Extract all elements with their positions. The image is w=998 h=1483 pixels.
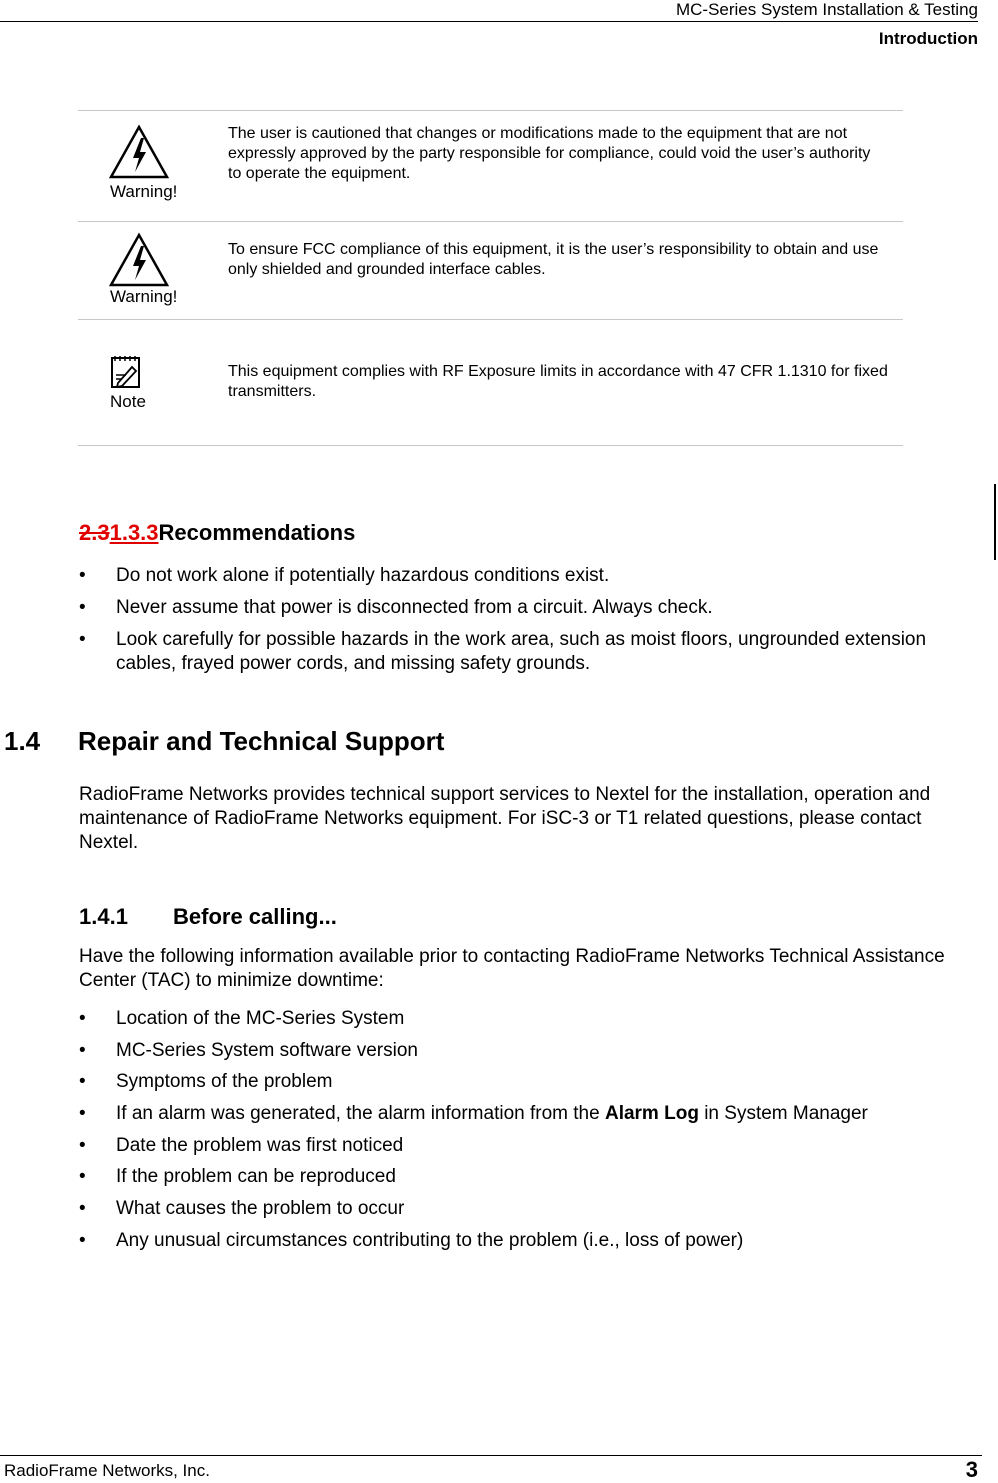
list-item: • Location of the MC-Series System [79,1007,979,1031]
notice-divider [78,110,903,111]
section-number: 1.4.1 [79,904,128,929]
section-number-inserted: 1.3.3 [109,520,159,545]
list-item: • Look carefully for possible hazards in the work area, such as moist floors, ungrounded extension cables, frayed power cords, and missing safety grounds. [79,628,939,676]
note-icon [110,355,142,389]
header-rule [0,21,978,22]
notice-label: Warning! [110,182,178,201]
list-item-text-tail: in System Manager [698,1103,868,1125]
list-item: • Symptoms of the problem [79,1070,979,1094]
repair-body: RadioFrame Networks provides technical support services to Nextel for the installation, operation and maintenance of RadioFrame Networks equipment. For iSC-3 or T1 related questions, please contact Nextel. [79,784,931,853]
before-calling-title: Before calling... [173,904,337,929]
before-calling-heading [79,904,337,930]
notice-text: To ensure FCC compliance of this equipment, it is the user’s responsibility to obtain and use only shielded and grounded interface cables. [228,241,879,278]
footer-rule [0,1455,982,1456]
repair-title: Repair and Technical Support [78,726,445,756]
alarm-log-emphasis: Alarm Log [604,1103,699,1125]
recommendations-list [79,564,939,676]
section-number: 1.4 [4,726,41,756]
list-item: • Do not work alone if potentially hazardous conditions exist. [79,564,939,588]
notice-text: The user is cautioned that changes or modifications made to the equipment that are not expressly approved by the party responsible for compliance, could void the user’s authority to operate the equipment. [228,125,871,182]
recommendations-title: Recommendations [158,520,356,545]
list-item: • Any unusual circumstances contributing to the problem (i.e., loss of power) [79,1229,979,1253]
list-item: • MC-Series System software version [79,1039,979,1063]
notice-divider [78,445,903,446]
notice-text: This equipment complies with RF Exposure limits in accordance with 47 CFR 1.1310 for fixed transmitters. [228,363,888,400]
recommendations-heading [79,520,355,546]
notice-label: Warning! [110,287,178,306]
warning-icon [108,124,170,180]
list-item [79,1102,979,1126]
running-header-section: Introduction [878,29,978,48]
list-item: • What causes the problem to occur [79,1197,979,1221]
list-item-text: If an alarm was generated, the alarm information from the [116,1103,600,1125]
list-item: • Date the problem was first noticed [79,1134,979,1158]
page-number: 3 [965,1457,978,1482]
footer-company: RadioFrame Networks, Inc. [4,1461,210,1480]
notice-label: Note [110,392,146,411]
before-calling-list [79,1007,979,1253]
revision-change-bar [994,484,996,560]
section-number-deleted: 2.3 [79,520,110,545]
list-item: • Never assume that power is disconnected from a circuit. Always check. [79,596,939,620]
before-calling-intro: Have the following information available prior to contacting RadioFrame Networks Technical Assistance Center (TAC) to minimize downtime: [79,946,945,991]
repair-heading [4,726,444,757]
notice-divider [78,221,903,222]
running-header-title: MC-Series System Installation & Testing [675,0,978,19]
notice-divider [78,319,903,320]
list-item: • If the problem can be reproduced [79,1165,979,1189]
warning-icon [108,232,170,288]
